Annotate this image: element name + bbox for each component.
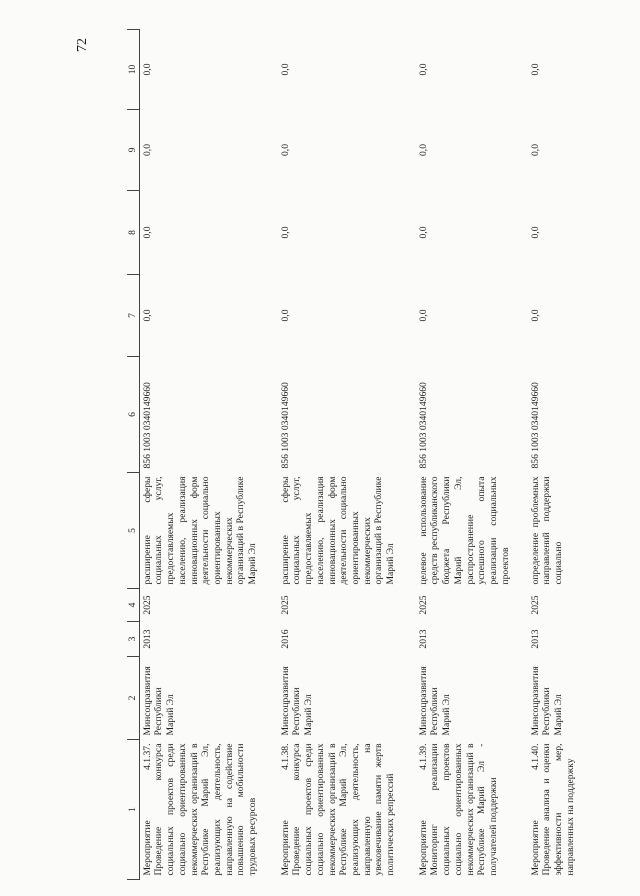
rotated-table-container <box>127 30 633 880</box>
end-year-cell: 2025 <box>417 595 429 615</box>
start-year-cell: 2016 <box>279 629 291 649</box>
executor-cell: Минсоцразвития Республики Марий Эл <box>417 666 453 736</box>
value-col10-cell: 0,0 <box>141 63 153 76</box>
measure-cell: Мероприятие 4.1.40. Проведение анализа и оценки эффективности мер, направленных на поддержку <box>529 743 576 876</box>
column-header-2: 2 <box>127 657 139 740</box>
column-header-4: 4 <box>127 589 139 622</box>
value-col7-cell: 0,0 <box>141 309 153 322</box>
result-cell: расширение сферы социальных услуг, предоставляемых населению, реализация инновационных форм деятельности социально ориентированных некоммерческих организаций в Республике Марий Эл <box>279 476 397 585</box>
value-col8-cell: 0,0 <box>279 226 291 239</box>
result-cell: определение проблемных направлений поддержки социально <box>529 476 565 585</box>
value-col8-cell: 0,0 <box>529 226 541 239</box>
value-col8-cell: 0,0 <box>417 226 429 239</box>
column-header-3: 3 <box>127 622 139 657</box>
column-header-10: 10 <box>127 30 139 110</box>
result-cell: целевое использование средств республиканского бюджета Республики Марий Эл, распространение успешного опыта реализации социальных проектов <box>417 476 511 585</box>
column-header-8: 8 <box>127 191 139 275</box>
end-year-cell: 2025 <box>529 595 541 615</box>
value-col7-cell: 0,0 <box>529 309 541 322</box>
measure-cell: Мероприятие 4.1.38. Проведение конкурса социальных проектов среди социально ориентированных некоммерческих организаций в Республике Марий Эл, реализующих деятельность, направленную на увековечивание памяти жертв политических репрессий <box>279 743 397 876</box>
budget-code-cell: 856 1003 0340149660 <box>417 382 429 469</box>
column-header-5: 5 <box>127 473 139 589</box>
budget-code-cell: 856 1003 0340149660 <box>529 382 541 469</box>
value-col7-cell: 0,0 <box>279 309 291 322</box>
page-number: 72 <box>75 38 90 52</box>
column-header-9: 9 <box>127 110 139 191</box>
column-header-6: 6 <box>127 357 139 473</box>
value-col10-cell: 0,0 <box>279 63 291 76</box>
program-measures-table <box>127 29 630 880</box>
result-cell: расширение сферы социальных услуг, предоставляемых населению, реализация инновационных форм деятельности социально ориентированных некоммерческих организаций в Республике Марий Эл <box>141 476 259 585</box>
start-year-cell: 2013 <box>529 629 541 649</box>
start-year-cell: 2013 <box>417 629 429 649</box>
executor-cell: Минсоцразвития Республики Марий Эл <box>529 666 565 736</box>
measure-cell: Мероприятие 4.1.37. Проведение конкурса социальных проектов среди социально ориентированных некоммерческих организаций в Республике Марий Эл, реализующих деятельность, направленную на содействие повышению мобильности трудовых ресурсов <box>141 743 259 876</box>
measure-cell: Мероприятие 4.1.39. Мониторинг реализации социальных проектов социально ориентированных некоммерческих организаций в Республике Марий Эл - получателей поддержки <box>417 743 499 876</box>
table-row <box>528 30 630 880</box>
budget-code-cell: 856 1003 0340149660 <box>279 382 291 469</box>
column-header-1: 1 <box>127 740 139 880</box>
table-row <box>278 30 416 880</box>
value-col9-cell: 0,0 <box>529 144 541 156</box>
table-row <box>139 30 278 880</box>
table-row <box>416 30 528 880</box>
value-col10-cell: 0,0 <box>529 63 541 76</box>
executor-cell: Минсоцразвития Республики Марий Эл <box>279 666 315 736</box>
value-col7-cell: 0,0 <box>417 309 429 322</box>
budget-code-cell: 856 1003 0340149660 <box>141 382 153 469</box>
value-col8-cell: 0,0 <box>141 226 153 239</box>
column-number-header-row <box>127 30 139 880</box>
column-header-7: 7 <box>127 275 139 357</box>
end-year-cell: 2025 <box>279 595 291 615</box>
value-col9-cell: 0,0 <box>417 144 429 156</box>
executor-cell: Минсоцразвития Республики Марий Эл <box>141 666 177 736</box>
end-year-cell: 2025 <box>141 595 153 615</box>
value-col10-cell: 0,0 <box>417 63 429 76</box>
start-year-cell: 2013 <box>141 629 153 649</box>
value-col9-cell: 0,0 <box>279 144 291 156</box>
value-col9-cell: 0,0 <box>141 144 153 156</box>
